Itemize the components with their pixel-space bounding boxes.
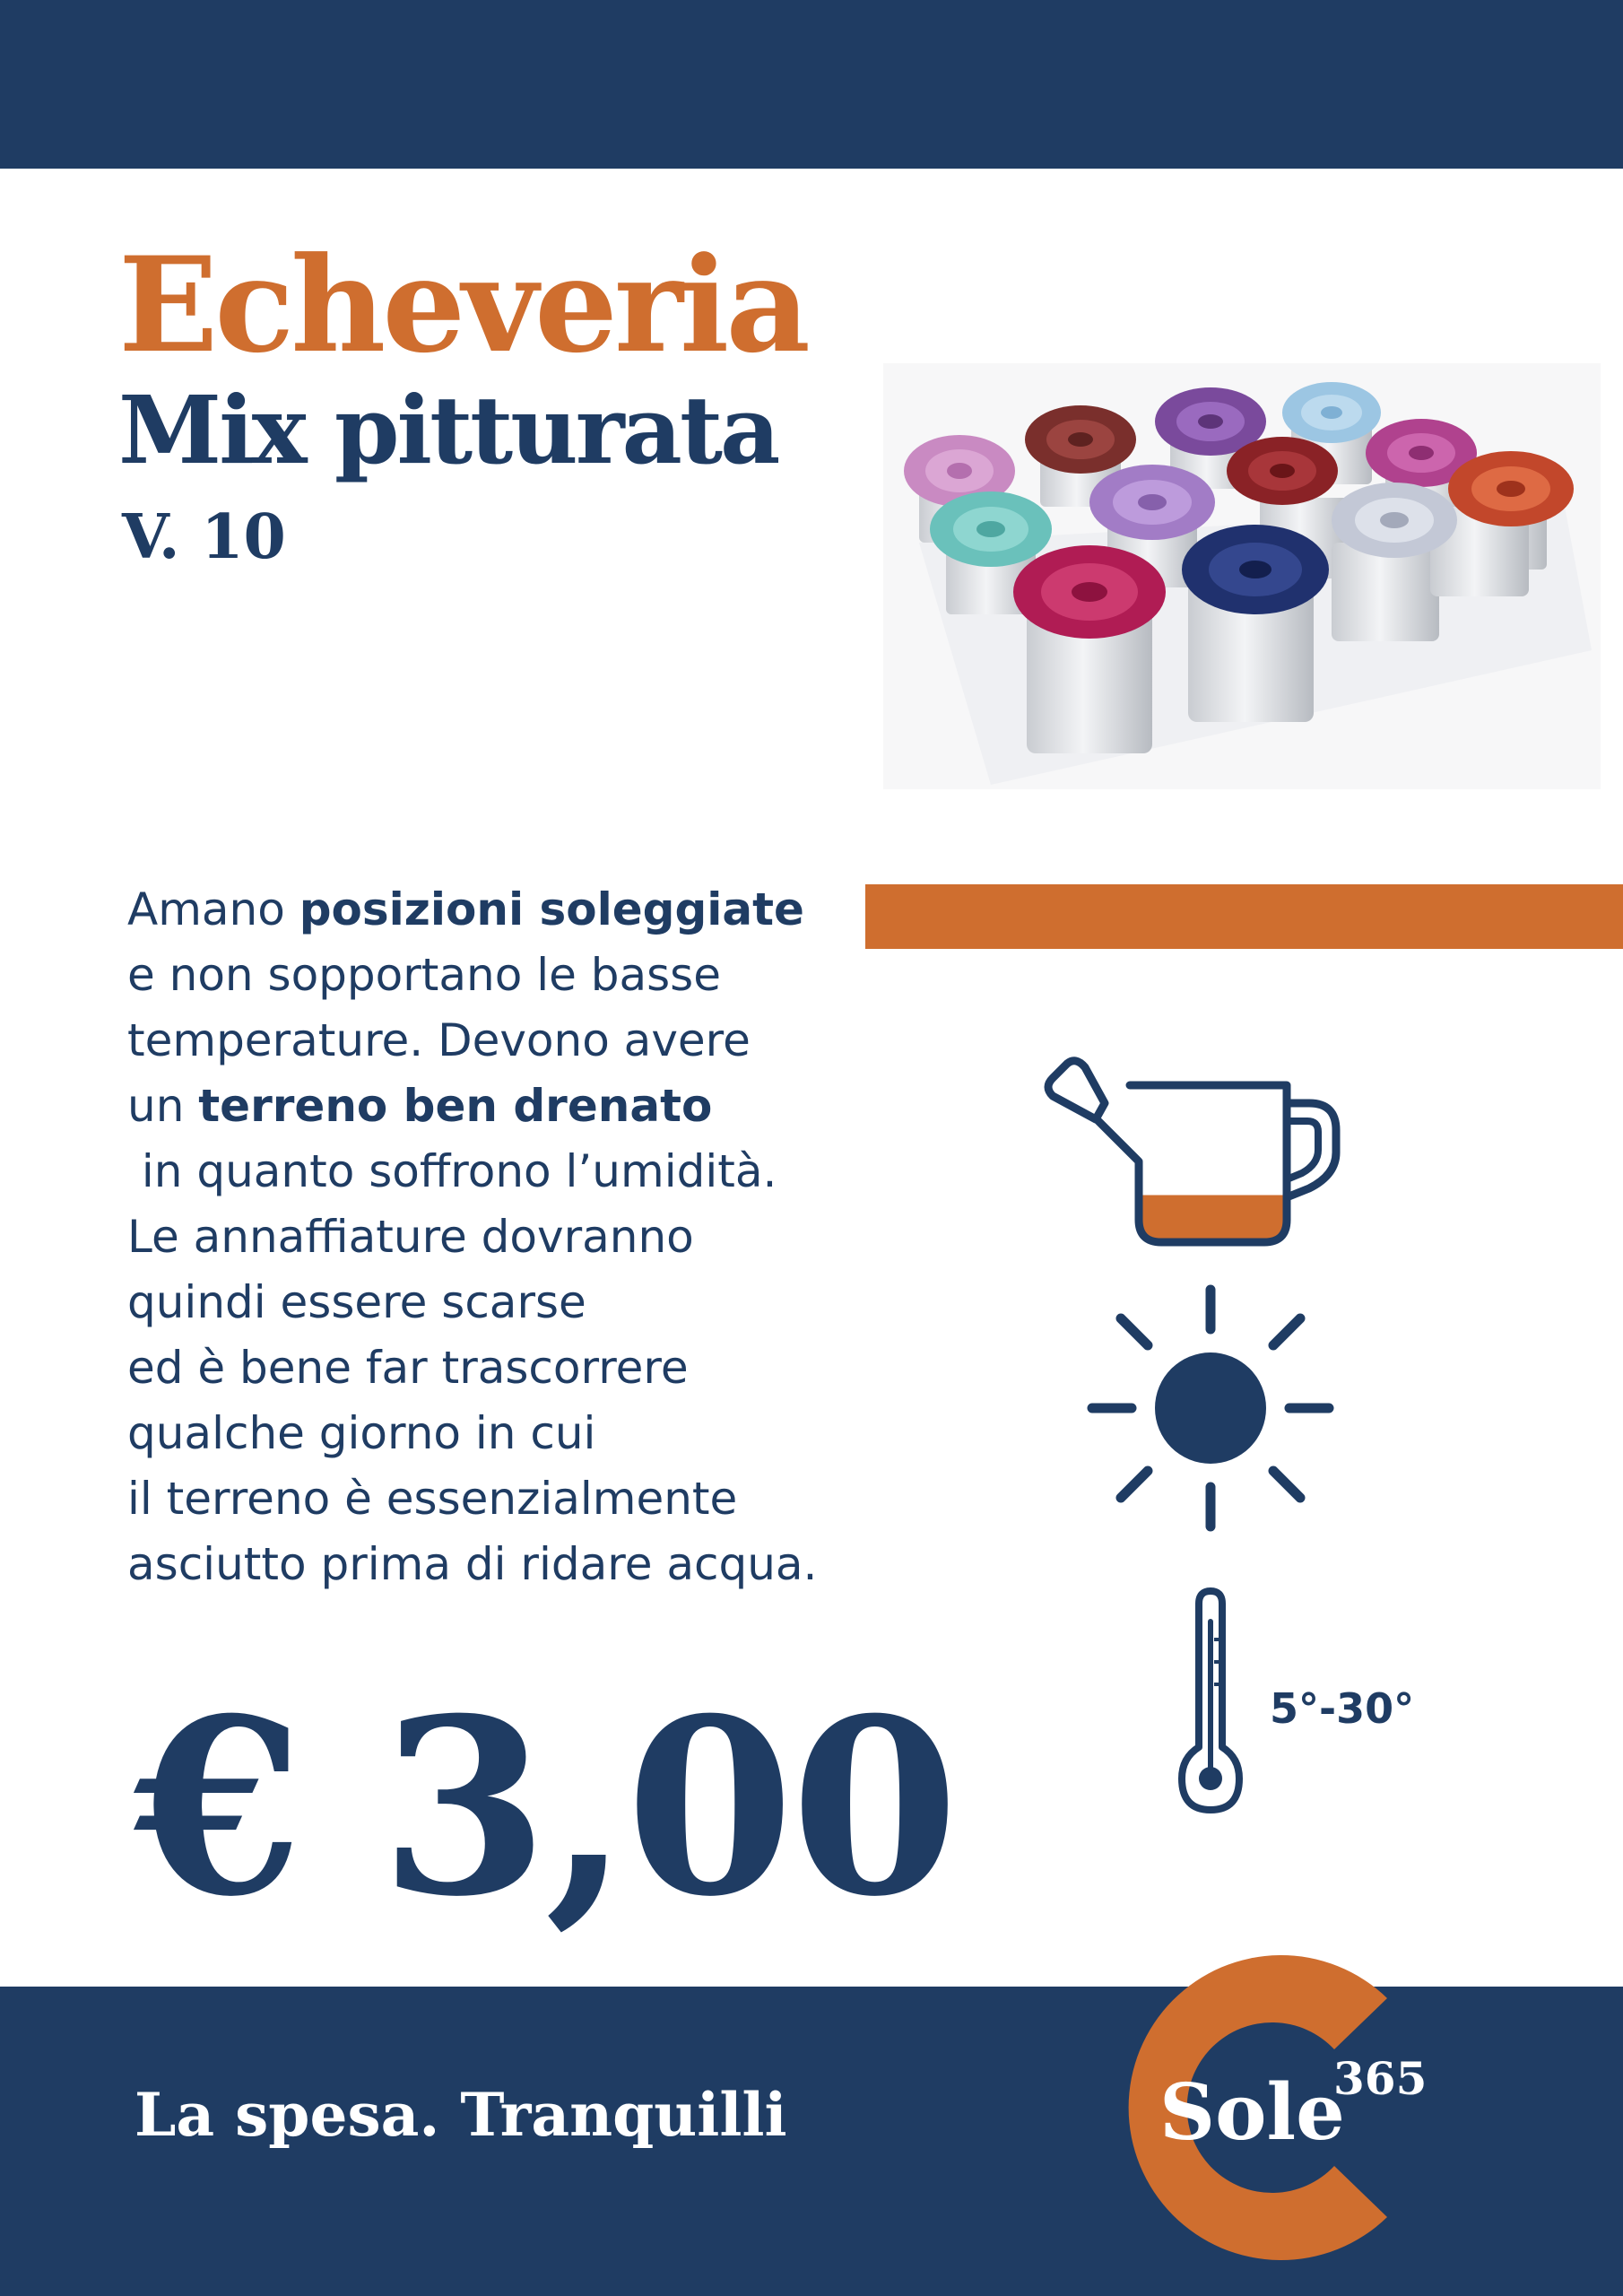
accent-bar <box>865 884 1623 949</box>
desc-line-4: un terreno ben drenato <box>127 1080 713 1132</box>
product-name: Echeveria <box>118 229 807 382</box>
temperature-range: 5°-30° <box>1270 1684 1415 1733</box>
desc-line-9: qualche giorno in cui <box>127 1407 596 1459</box>
tagline: La spesa. Tranquilli <box>135 2080 787 2150</box>
desc-line-2: e non sopportano le basse <box>127 949 721 1001</box>
logo-wordmark: Sole <box>1159 2067 1345 2158</box>
sun-icon <box>1085 1283 1336 1534</box>
care-description <box>127 877 863 1597</box>
desc-line-1: Amano posizioni soleggiate <box>127 883 804 935</box>
price: € 3,00 <box>135 1665 956 1950</box>
desc-line-5: in quanto soffrono l’umidità. <box>127 1145 777 1197</box>
sole365-logo <box>1081 1946 1439 2269</box>
watering-can-icon <box>1040 1049 1345 1256</box>
product-variety: Mix pitturata <box>118 375 778 485</box>
desc-line-11: asciutto prima di ridare acqua. <box>127 1538 818 1590</box>
logo-superscript: 365 <box>1333 2052 1428 2105</box>
desc-line-6: Le annaffiature dovranno <box>127 1211 694 1263</box>
product-photo <box>883 363 1601 789</box>
thermometer-icon <box>1175 1586 1246 1819</box>
header-band <box>0 0 1623 169</box>
desc-line-7: quindi essere scarse <box>127 1276 586 1328</box>
desc-line-3: temperature. Devono avere <box>127 1014 751 1066</box>
pot-size: V. 10 <box>122 501 286 573</box>
desc-line-10: il terreno è essenzialmente <box>127 1473 738 1525</box>
desc-line-8: ed è bene far trascorrere <box>127 1342 689 1394</box>
